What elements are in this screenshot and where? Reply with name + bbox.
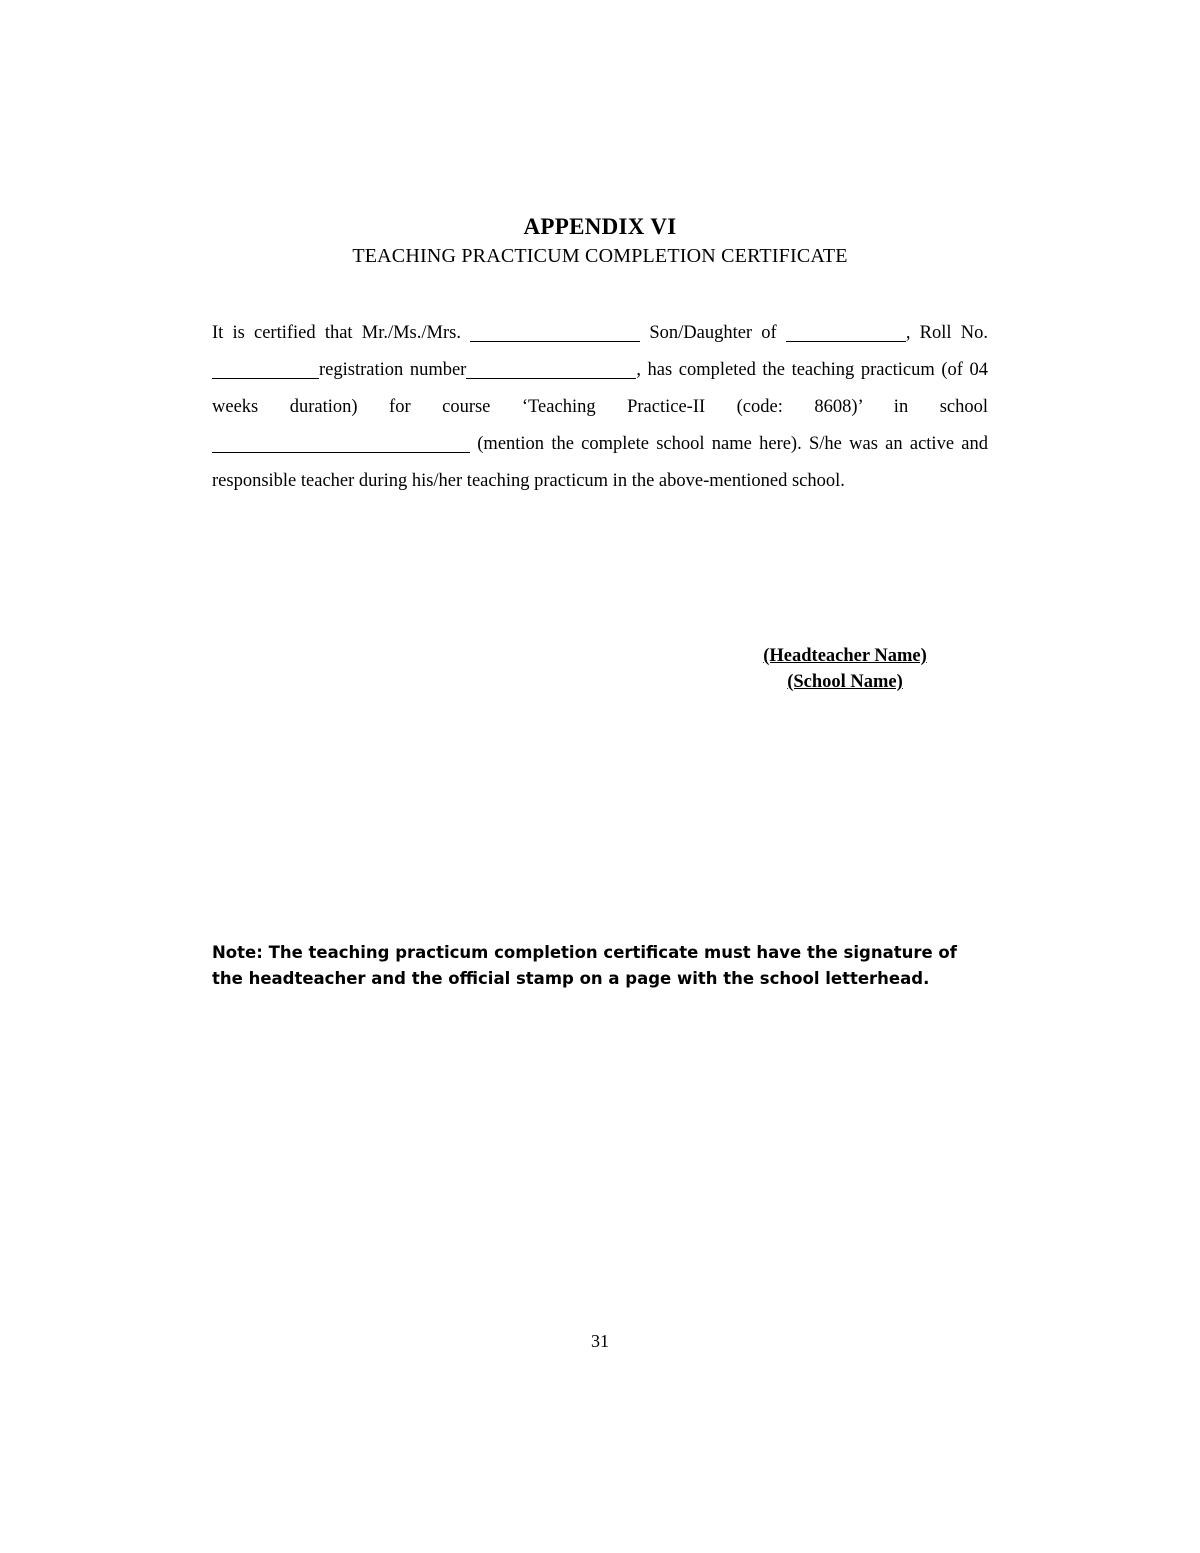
certificate-text-4: registration number bbox=[319, 360, 467, 380]
certificate-text-5: , has completed the teaching practicum (of 04 weeks duration) for course ‘Teaching Practice-II (code: 8608)’ in school bbox=[212, 360, 989, 417]
parent-name-blank bbox=[786, 321, 906, 342]
signature-block bbox=[680, 643, 1010, 695]
certificate-title: TEACHING PRACTICUM COMPLETION CERTIFICATE bbox=[352, 245, 848, 267]
certificate-text-6: (mention the complete school name here). S/he was an active and responsible teacher during his/her teaching practicum in the above-mentioned school. bbox=[212, 434, 988, 491]
school-name: (School Name) bbox=[787, 672, 903, 692]
certificate-text-2: Son/Daughter of bbox=[649, 323, 777, 343]
appendix-title: APPENDIX VI bbox=[523, 214, 677, 239]
certificate-text-1: It is certified that Mr./Ms./Mrs. bbox=[212, 323, 461, 343]
page-number: 31 bbox=[591, 1331, 609, 1351]
registration-number-blank bbox=[466, 358, 636, 379]
certificate-text-3: , Roll No. bbox=[905, 323, 988, 343]
certificate-paragraph bbox=[212, 315, 988, 500]
school-name-blank bbox=[212, 432, 470, 453]
student-name-blank bbox=[470, 321, 640, 342]
roll-number-blank bbox=[212, 358, 319, 379]
note-text: Note: The teaching practicum completion certificate must have the signature of the headteacher and the official stamp on a page with the school letterhead. bbox=[212, 943, 957, 988]
headteacher-name: (Headteacher Name) bbox=[763, 646, 927, 666]
